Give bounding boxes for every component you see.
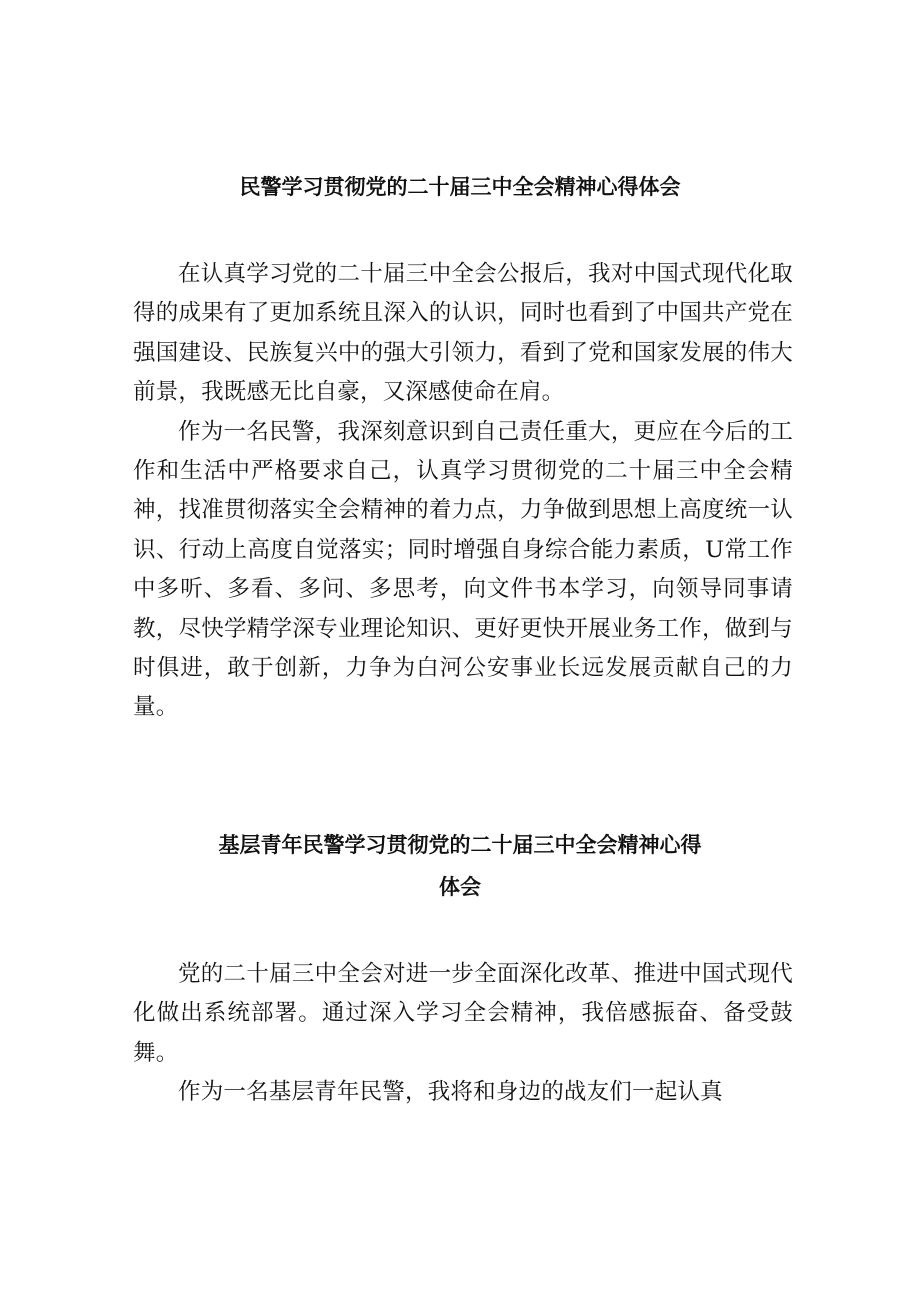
- article-body: [133, 955, 793, 1113]
- body-paragraph: 在认真学习党的二十届三中全会公报后，我对中国式现代化取得的成果有了更加系统且深入的认识，同时也看到了中国共产党在强国建设、民族复兴中的强大引领力，看到了党和国家发展的伟大前景，我既感无比自豪，又深感使命在肩。: [133, 261, 793, 406]
- article-title-line: 体会: [439, 875, 481, 899]
- article-title-line: 基层青年民警学习贯彻党的二十届三中全会精神心得: [218, 833, 702, 857]
- body-paragraph: 作为一名基层青年民警，我将和身边的战友们一起认真: [178, 1079, 723, 1106]
- body-paragraph: 党的二十届三中全会对进一步全面深化改革、推进中国式现代化做出系统部署。通过深入学习全会精神，我倍感振奋、备受鼓舞。: [133, 961, 793, 1066]
- article-title: 民警学习贯彻党的二十届三中全会精神心得体会: [239, 175, 681, 199]
- article-title: [130, 824, 790, 908]
- body-paragraph: 作为一名民警，我深刻意识到自己责任重大，更应在今后的工作和生活中严格要求自己，认真学习贯彻党的二十届三中全会精神，找准贯彻落实全会精神的着力点，力争做到思想上高度统一认识、行动上高度自觉落实；同时增强自身综合能力素质，U常工作中多听、多看、多问、多思考，向文件书本学习，向领导同事请教，尽快学精学深专业理论知识、更好更快开展业务工作，做到与时俱进，敢于创新，力争为白河公安事业长远发展贡献自己的力量。: [133, 418, 793, 721]
- article-body: [133, 255, 793, 728]
